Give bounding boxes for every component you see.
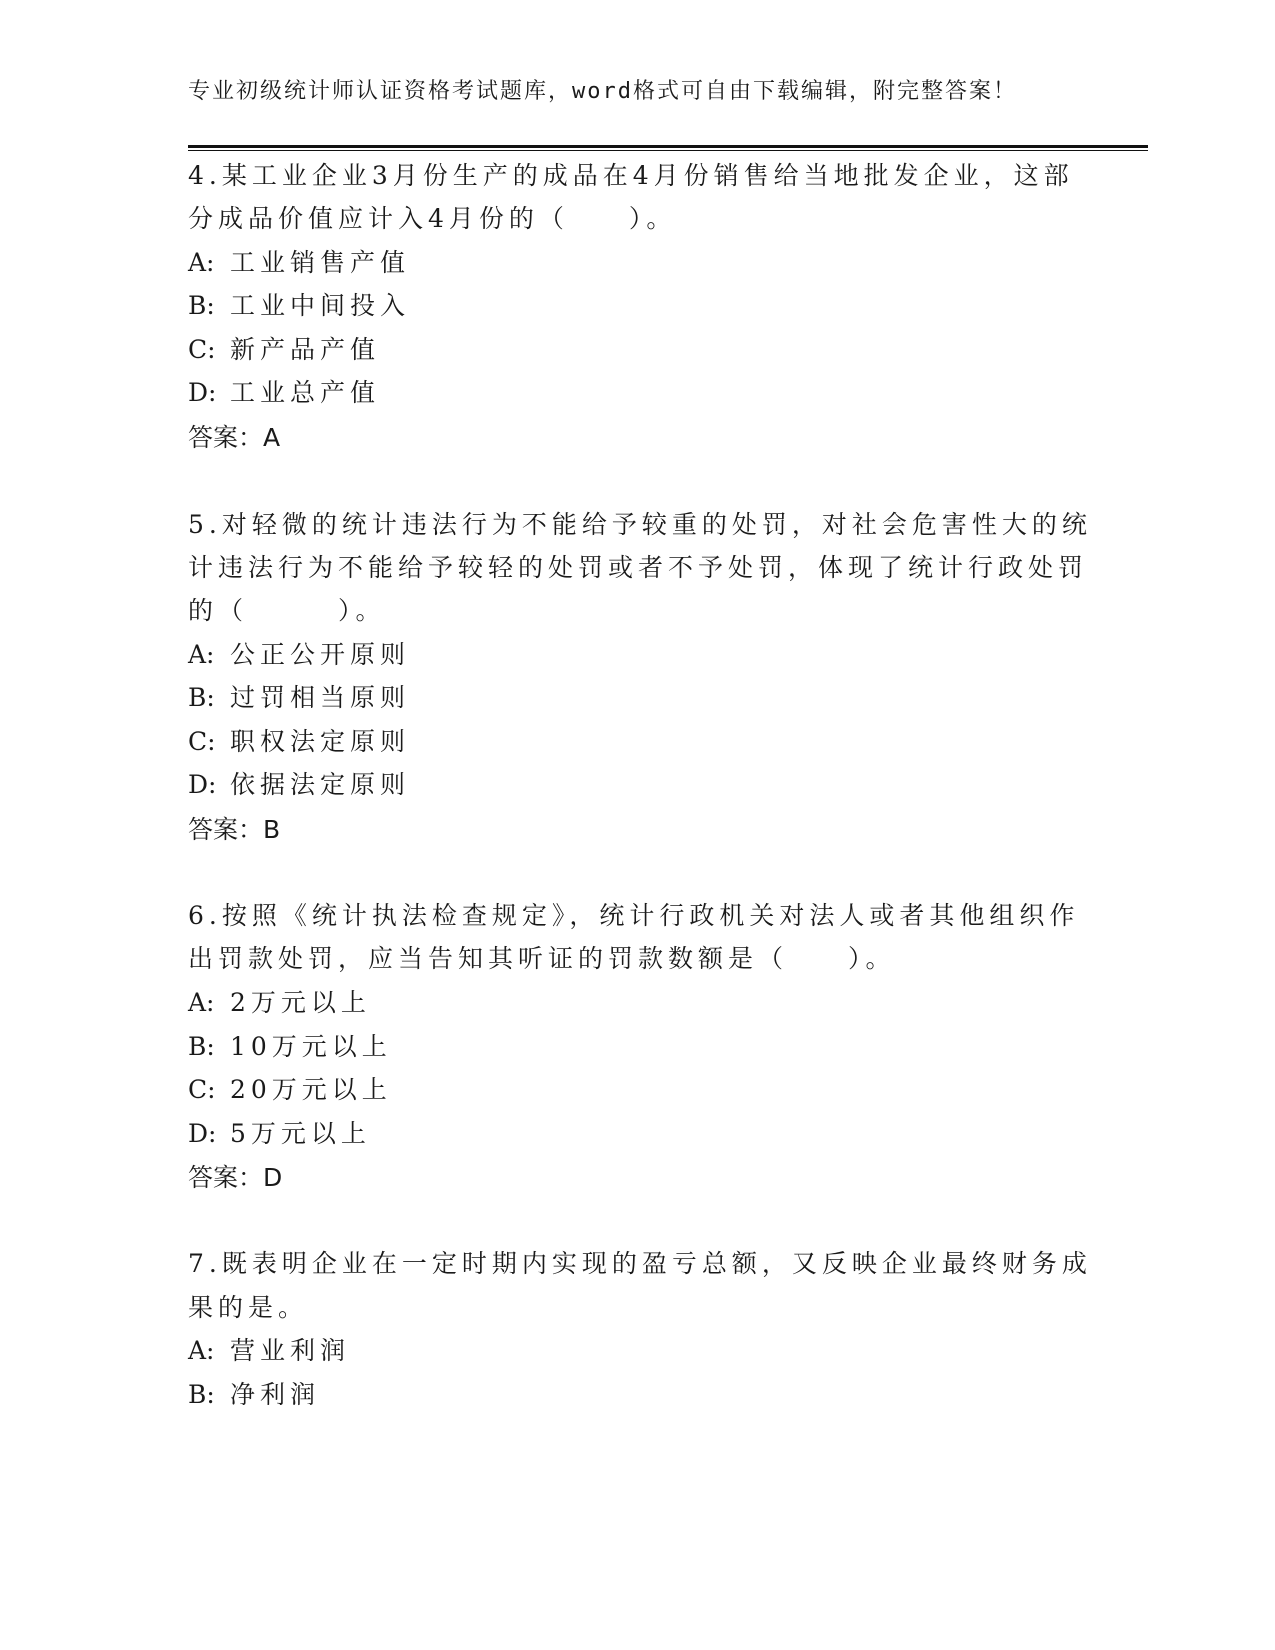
question-6-option-c — [188, 1070, 392, 1106]
question-5-option-d — [188, 765, 410, 801]
question-5-option-c — [188, 722, 410, 758]
option-text: 20万元以上 — [230, 1075, 392, 1104]
option-text: 5万元以上 — [230, 1119, 371, 1148]
question-4-option-a — [188, 243, 410, 279]
question-4-line-1: 4.某工业企业3月份生产的成品在4月份销售给当地批发企业，这部 — [188, 161, 1074, 190]
question-5-line-2: 计违法行为不能给予较轻的处罚或者不予处罚，体现了统计行政处罚 — [188, 553, 1089, 582]
option-text: 新产品产值 — [230, 335, 381, 364]
option-text: 营业利润 — [230, 1336, 351, 1365]
option-text: 工业中间投入 — [230, 291, 411, 320]
option-letter: B: — [188, 1380, 215, 1409]
question-6-option-d — [188, 1114, 371, 1150]
question-4-option-c — [188, 330, 380, 366]
option-letter: B: — [188, 1032, 215, 1061]
question-5-answer: 答案：B — [188, 815, 281, 844]
question-7-line-1: 7.既表明企业在一定时期内实现的盈亏总额，又反映企业最终财务成 — [188, 1249, 1092, 1278]
question-5-option-b — [188, 678, 410, 714]
question-6-option-b — [188, 1027, 392, 1063]
option-letter: C: — [188, 1075, 216, 1104]
question-5-option-a — [188, 635, 410, 671]
question-6-option-a — [188, 983, 371, 1019]
option-text: 职权法定原则 — [230, 727, 411, 756]
option-letter: A: — [188, 248, 215, 277]
question-7-option-a — [188, 1331, 350, 1367]
header-rule-thin — [188, 150, 1148, 151]
option-text: 工业总产值 — [230, 378, 381, 407]
option-letter: B: — [188, 291, 215, 320]
option-letter: D: — [188, 1119, 217, 1148]
question-6-answer: 答案：D — [188, 1163, 283, 1192]
option-letter: A: — [188, 1336, 215, 1365]
option-text: 公正公开原则 — [230, 640, 411, 669]
header-rule — [188, 145, 1148, 148]
option-text: 10万元以上 — [230, 1032, 392, 1061]
option-text: 依据法定原则 — [230, 770, 411, 799]
option-letter: D: — [188, 378, 217, 407]
question-5-line-3: 的（ ）。 — [188, 596, 386, 625]
question-5-line-1: 5.对轻微的统计违法行为不能给予较重的处罚，对社会危害性大的统 — [188, 510, 1092, 539]
option-letter: A: — [188, 640, 215, 669]
question-4-answer: 答案：A — [188, 423, 281, 452]
option-letter: C: — [188, 335, 216, 364]
option-letter: C: — [188, 727, 216, 756]
question-4-option-b — [188, 286, 410, 322]
option-text: 过罚相当原则 — [230, 683, 411, 712]
option-text: 工业销售产值 — [230, 248, 411, 277]
option-letter: A: — [188, 988, 215, 1017]
question-6-line-1: 6.按照《统计执法检查规定》，统计行政机关对法人或者其他组织作 — [188, 901, 1080, 930]
option-text: 2万元以上 — [230, 988, 371, 1017]
question-7-option-b — [188, 1375, 320, 1411]
option-letter: D: — [188, 770, 217, 799]
option-letter: B: — [188, 683, 215, 712]
question-4-option-d — [188, 373, 380, 409]
page-header: 专业初级统计师认证资格考试题库，word格式可自由下载编辑，附完整答案！ — [188, 79, 1017, 104]
question-6-line-2: 出罚款处罚，应当告知其听证的罚款数额是（ ）。 — [188, 944, 896, 973]
option-text: 净利润 — [230, 1380, 321, 1409]
question-4-line-2: 分成品价值应计入4月份的（ ）。 — [188, 204, 677, 233]
question-7-line-2: 果的是。 — [188, 1293, 309, 1322]
